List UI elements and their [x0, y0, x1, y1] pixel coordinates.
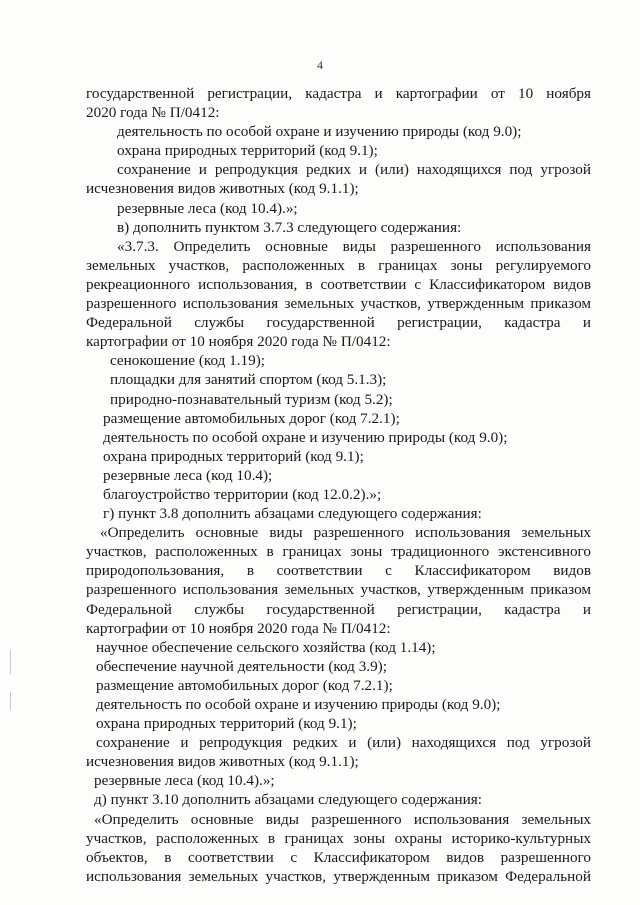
text-line: размещение автомобильных дорог (код 7.2.1); — [96, 676, 393, 694]
text-line: площадки для занятий спортом (код 5.1.3); — [110, 371, 387, 389]
text-line: разрешенного использования земельных участков, утвержденным приказом — [86, 295, 591, 313]
text-line: деятельность по особой охране и изучению природы (код 9.0); — [96, 696, 501, 713]
text-line: разрешенного использования земельных участков, утвержденным приказом — [86, 581, 591, 599]
text-line: государственной регистрации, кадастра и картографии от 10 ноября — [86, 85, 591, 102]
text-line: д) пункт 3.10 дополнить абзацами следующего содержания: — [94, 791, 482, 809]
page-number: 4 — [317, 58, 323, 72]
text-line: охрана природных территорий (код 9.1); — [103, 447, 364, 465]
text-line: объектов, в соответствии с Классификатором видов разрешенного — [86, 848, 591, 866]
text-line: сохранение и репродукция редких и (или) находящихся под угрозой — [117, 161, 591, 179]
text-line: исчезновения видов животных (код 9.1.1); — [86, 180, 359, 198]
text-line: резервные леса (код 10.4); — [103, 466, 273, 484]
text-line: сохранение и репродукция редких и (или) находящихся под угрозой — [96, 734, 591, 752]
text-line: картографии от 10 ноября 2020 года № П/0412: — [86, 619, 391, 637]
text-line: деятельность по особой охране и изучению природы (код 9.0); — [117, 123, 522, 141]
text-line: обеспечение научной деятельности (код 3.9); — [96, 657, 387, 675]
text-line: сенокошение (код 1.19); — [110, 352, 266, 370]
text-line: «Определить основные виды разрешенного использования земельных — [100, 524, 591, 542]
text-line: Федеральной службы государственной регистрации, кадастра и — [86, 600, 591, 618]
text-line: 2020 года № П/0412: — [86, 104, 220, 122]
text-line: благоустройство территории (код 12.0.2).»; — [103, 485, 382, 503]
binder-mark — [10, 650, 11, 674]
document-body — [86, 84, 591, 886]
text-line: г) пункт 3.8 дополнить абзацами следующего содержания: — [103, 505, 482, 523]
text-line: «3.7.3. Определить основные виды разрешенного использования — [117, 237, 591, 255]
text-line: земельных участков, расположенных в границах зоны регулируемого — [86, 256, 591, 274]
text-line: охрана природных территорий (код 9.1); — [117, 142, 378, 160]
text-line: использования земельных участков, утвержденным приказом Федеральной — [86, 867, 591, 885]
text-line: «Определить основные виды разрешенного использования земельных — [94, 810, 591, 828]
text-line: участков, расположенных в границах зоны охраны историко-культурных — [86, 829, 591, 847]
text-line: участков, расположенных в границах зоны традиционного экстенсивного — [86, 543, 591, 561]
text-line: природно-познавательный туризм (код 5.2); — [110, 390, 393, 408]
text-line: резервные леса (код 10.4).»; — [94, 772, 275, 790]
text-line: картографии от 10 ноября 2020 года № П/0412: — [86, 333, 391, 351]
text-line: рекреационного использования, в соответствии с Классификатором видов — [86, 275, 591, 293]
text-line: размещение автомобильных дорог (код 7.2.1); — [103, 409, 400, 427]
text-line: в) дополнить пунктом 3.7.3 следующего содержания: — [117, 218, 462, 236]
text-line: резервные леса (код 10.4).»; — [117, 199, 298, 217]
text-line: научное обеспечение сельского хозяйства (код 1.14); — [96, 638, 436, 656]
binder-mark — [10, 692, 11, 710]
text-line: исчезновения видов животных (код 9.1.1); — [86, 753, 359, 771]
text-line: природопользования, в соответствии с Классификатором видов — [86, 562, 591, 580]
text-line: деятельность по особой охране и изучению природы (код 9.0); — [103, 428, 508, 446]
text-line: охрана природных территорий (код 9.1); — [96, 715, 357, 733]
text-line: Федеральной службы государственной регистрации, кадастра и — [86, 314, 591, 332]
